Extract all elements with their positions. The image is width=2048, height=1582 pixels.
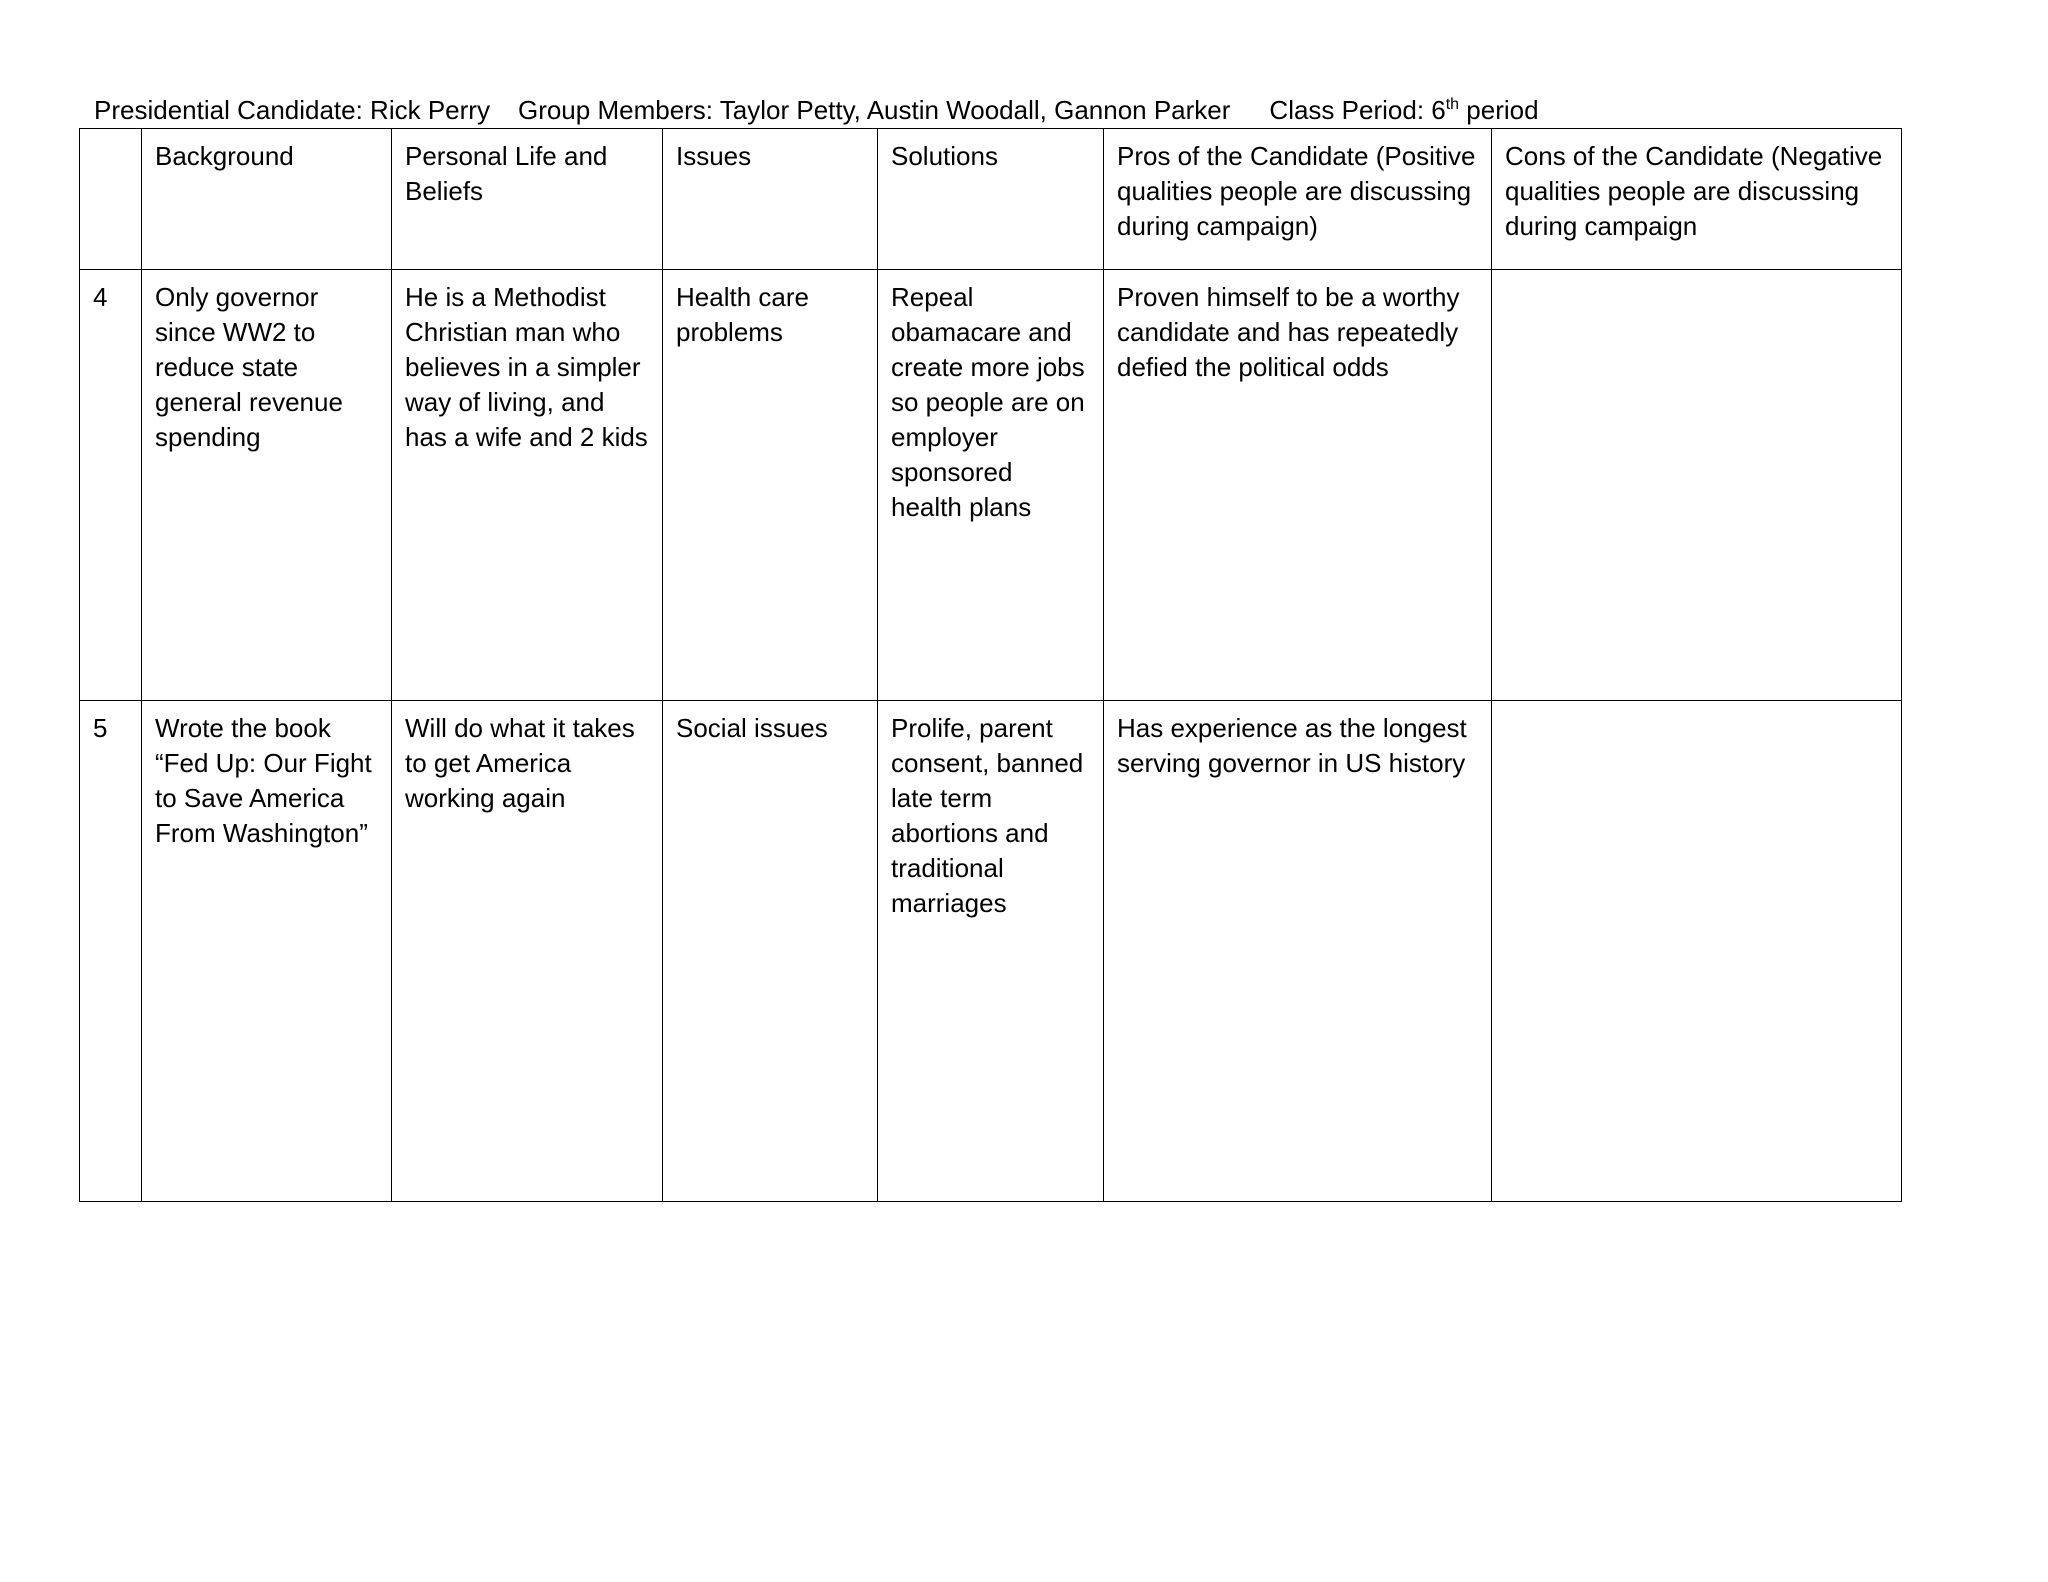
issues-cell: Health care problems [663,270,878,701]
class-period-prefix: Class Period: 6 [1269,95,1446,125]
header-cell-pros: Pros of the Candidate (Positive qualities people are discussing during campaign) [1104,129,1492,270]
personal-cell: He is a Methodist Christian man who believes in a simpler way of living, and has a wife and 2 kids [392,270,663,701]
candidate-label: Presidential Candidate: Rick Perry [94,95,490,125]
row-number: 5 [80,701,142,1202]
class-period-label [1269,95,1538,125]
pros-cell: Proven himself to be a worthy candidate and has repeatedly defied the political odds [1104,270,1492,701]
table-row [80,701,1902,1202]
solutions-cell: Repeal obamacare and create more jobs so people are on employer sponsored health plans [878,270,1104,701]
issues-cell: Social issues [663,701,878,1202]
row-number: 4 [80,270,142,701]
class-period-suffix: period [1459,95,1539,125]
header-cell-solutions: Solutions [878,129,1104,270]
document-header [94,94,1539,126]
table-row [80,270,1902,701]
pros-cell: Has experience as the longest serving governor in US history [1104,701,1492,1202]
background-cell: Only governor since WW2 to reduce state general revenue spending [142,270,392,701]
cons-cell [1492,701,1902,1202]
header-cell-number [80,129,142,270]
solutions-cell: Prolife, parent consent, banned late term abortions and traditional marriages [878,701,1104,1202]
header-cell-issues: Issues [663,129,878,270]
cons-cell [1492,270,1902,701]
header-cell-personal: Personal Life and Beliefs [392,129,663,270]
class-period-ordinal: th [1445,96,1460,113]
personal-cell: Will do what it takes to get America working again [392,701,663,1202]
candidate-table [79,128,1902,1202]
background-cell: Wrote the book “Fed Up: Our Fight to Save America From Washington” [142,701,392,1202]
group-members-label: Group Members: Taylor Petty, Austin Woodall, Gannon Parker [517,95,1231,125]
header-cell-background: Background [142,129,392,270]
header-cell-cons: Cons of the Candidate (Negative qualities people are discussing during campaign [1492,129,1902,270]
table-header-row [80,129,1902,270]
